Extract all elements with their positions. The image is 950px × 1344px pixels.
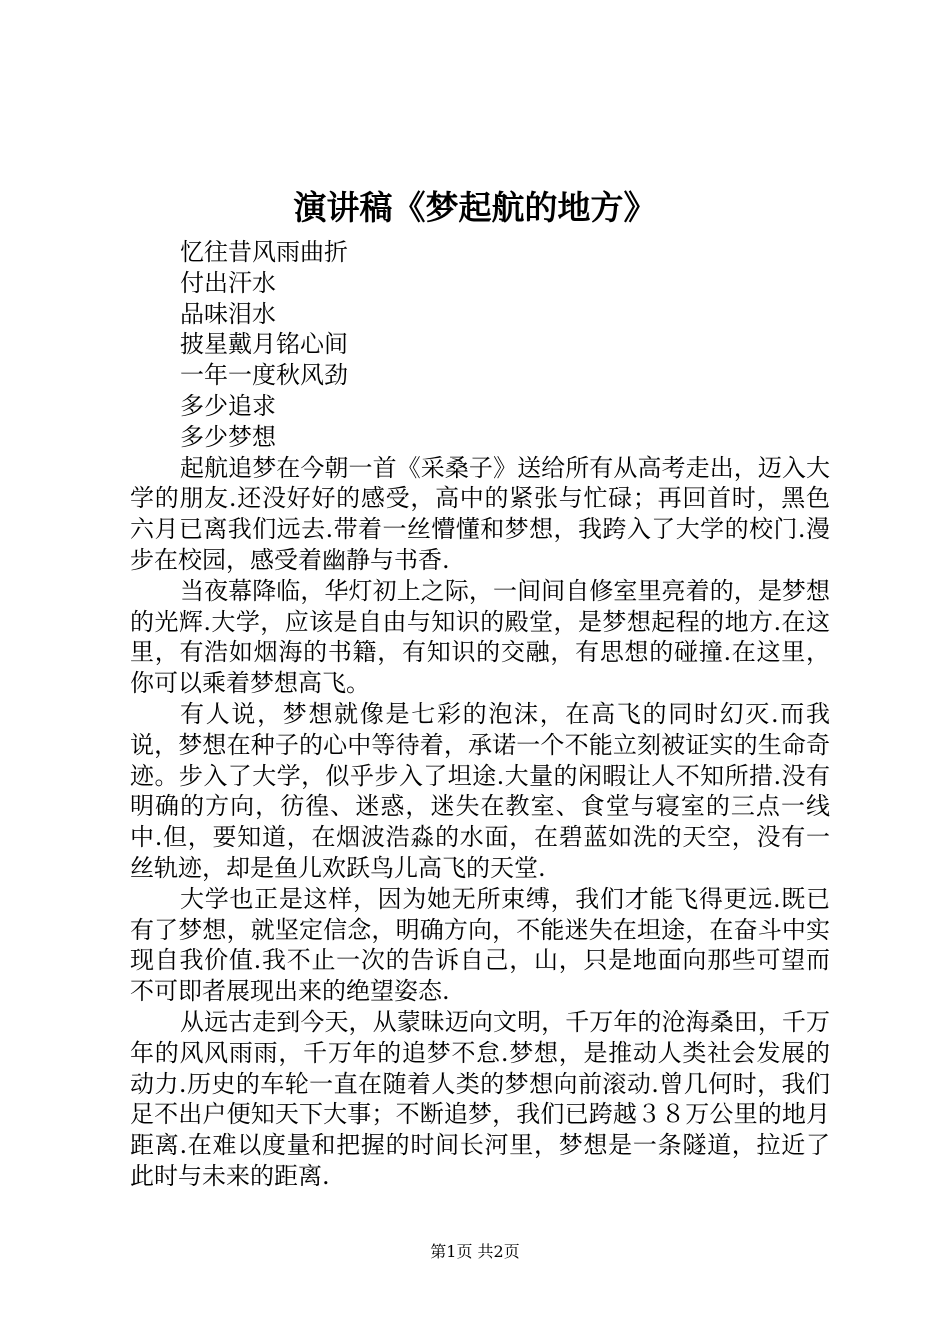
paragraph: 当夜幕降临，华灯初上之际，一间间自修室里亮着的，是梦想的光辉.大学，应该是自由与知识的殿堂，是梦想起程的地方.在这里，有浩如烟海的书籍，有知识的交融，有思想的碰撞.在这里，你可以乘着梦想高飞。 <box>130 576 830 698</box>
page-footer: 第1页 共2页 <box>430 1242 520 1261</box>
paragraph: 大学也正是这样，因为她无所束缚，我们才能飞得更远.既已有了梦想，就坚定信念，明确方向，不能迷失在坦途，在奋斗中实现自我价值.我不止一次的告诉自己，山，只是地面向那些可望而不可即者展现出来的绝望姿态. <box>130 884 830 1006</box>
poem-line: 多少梦想 <box>180 422 276 451</box>
document-title: 演讲稿《梦起航的地方》 <box>293 188 657 227</box>
poem-line: 付出汗水 <box>180 268 276 297</box>
poem-line: 品味泪水 <box>180 299 276 328</box>
poem-line: 忆往昔风雨曲折 <box>180 238 348 266</box>
poem-line: 披星戴月铭心间 <box>180 330 348 359</box>
paragraph: 起航追梦在今朝一首《采桑子》送给所有从高考走出，迈入大学的朋友.还没好好的感受，高中的紧张与忙碌；再回首时，黑色六月已离我们远去.带着一丝懵懂和梦想，我跨入了大学的校门.漫步在校园，感受着幽静与书香. <box>130 453 830 574</box>
poem-line: 多少追求 <box>180 391 276 420</box>
paragraph: 从远古走到今天，从蒙昧迈向文明，千万年的沧海桑田，千万年的风风雨雨，千万年的追梦不怠.梦想，是推动人类社会发展的动力.历史的车轮一直在随着人类的梦想向前滚动.曾几何时，我们足不出户便知天下大事；不断追梦，我们已跨越３８万公里的地月距离.在难以度量和把握的时间长河里，梦想是一条隧道，拉近了此时与未来的距离. <box>130 1007 830 1190</box>
poem-line: 一年一度秋风劲 <box>180 361 348 390</box>
paragraph: 有人说，梦想就像是七彩的泡沫，在高飞的同时幻灭.而我说，梦想在种子的心中等待着，承诺一个不能立刻被证实的生命奇迹。步入了大学，似乎步入了坦途.大量的闲暇让人不知所措.没有明确的方向，彷徨、迷惑，迷失在教室、食堂与寝室的三点一线中.但，要知道，在烟波浩淼的水面，在碧蓝如洗的天空，没有一丝轨迹，却是鱼儿欢跃鸟儿高飞的天堂. <box>130 699 830 882</box>
document-body <box>130 237 830 1192</box>
